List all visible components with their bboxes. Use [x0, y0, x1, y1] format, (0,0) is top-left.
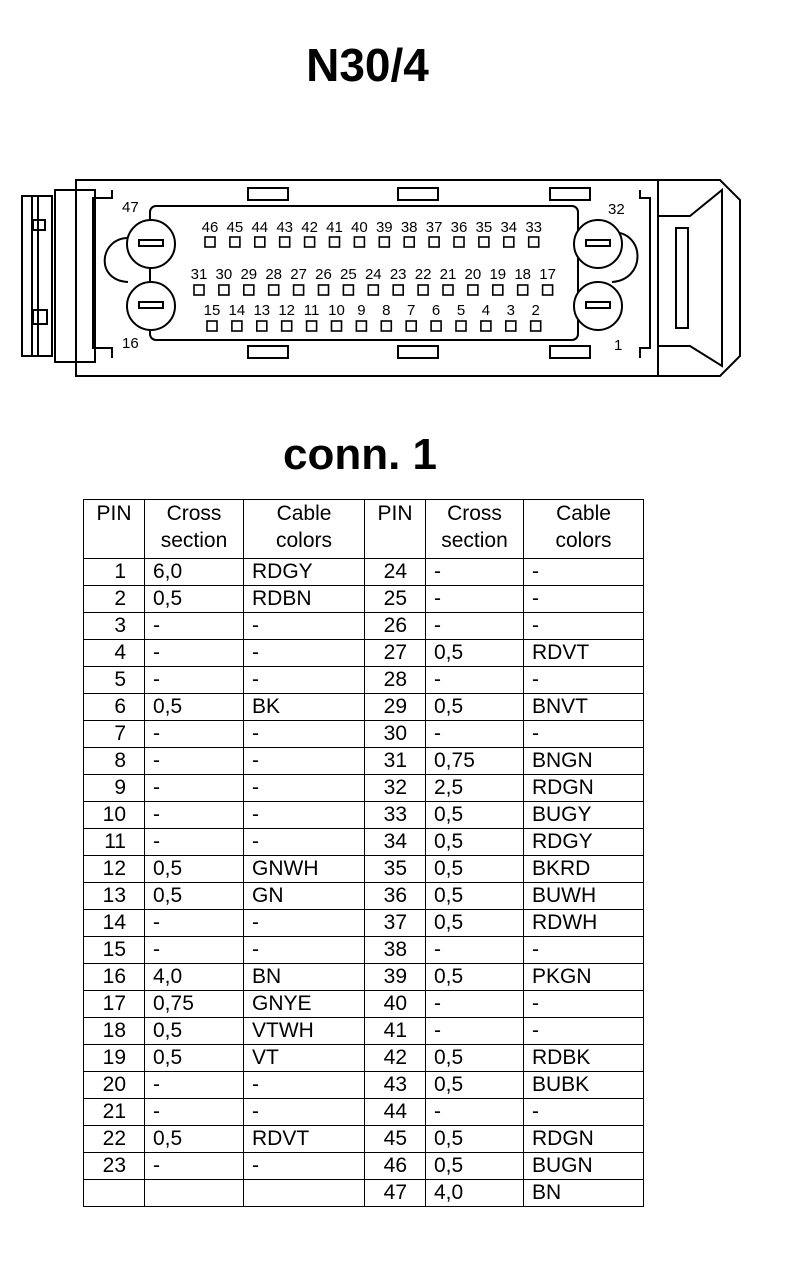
pin-number: 25: [365, 586, 426, 613]
pin-socket-icon: [381, 321, 391, 331]
pin-number: 41: [365, 1018, 426, 1045]
pin-socket-icon: [269, 285, 279, 295]
cable-color: -: [244, 775, 365, 802]
cable-color: VTWH: [244, 1018, 365, 1045]
pin-number: 10: [84, 802, 145, 829]
cable-color: VT: [244, 1045, 365, 1072]
cross-section: -: [426, 559, 524, 586]
cross-section: 4,0: [145, 964, 244, 991]
pin-number: 9: [84, 775, 145, 802]
pin-label: 23: [389, 266, 407, 283]
pin-table: [83, 499, 644, 1207]
pin-socket-icon: [255, 237, 265, 247]
pin-number: 24: [365, 559, 426, 586]
cross-section: 0,5: [426, 829, 524, 856]
cross-section: 0,5: [145, 1018, 244, 1045]
table-row: [84, 1018, 644, 1045]
screw-icon: [574, 220, 622, 268]
cable-color: -: [524, 1099, 644, 1126]
pin-number: 3: [84, 613, 145, 640]
table-row: [84, 613, 644, 640]
cable-color: GN: [244, 883, 365, 910]
cross-section: 0,5: [426, 694, 524, 721]
cable-color: -: [244, 910, 365, 937]
table-row: [84, 748, 644, 775]
pin-label: 24: [364, 266, 382, 283]
pin-number: [84, 1180, 145, 1207]
cable-color: BN: [244, 964, 365, 991]
cross-section: 0,5: [145, 694, 244, 721]
screw-icon: [127, 282, 175, 330]
cable-color: GNYE: [244, 991, 365, 1018]
pin-socket-icon: [493, 285, 503, 295]
pin-number: 22: [84, 1126, 145, 1153]
table-row: [84, 1153, 644, 1180]
pin-label: 8: [382, 302, 391, 319]
pin-number: 17: [84, 991, 145, 1018]
table-row: [84, 802, 644, 829]
cross-section: 0,75: [145, 991, 244, 1018]
pin-socket-icon: [418, 285, 428, 295]
pin-number: 29: [365, 694, 426, 721]
cross-section: -: [145, 802, 244, 829]
pin-socket-icon: [393, 285, 403, 295]
pin-label: 22: [414, 266, 432, 283]
cross-section: -: [145, 640, 244, 667]
pin-number: 43: [365, 1072, 426, 1099]
cross-section: 0,5: [426, 1126, 524, 1153]
pin-label: 29: [240, 266, 258, 283]
connector-title: conn. 1: [282, 430, 438, 479]
cross-section: 6,0: [145, 559, 244, 586]
table-row: [84, 910, 644, 937]
cable-color: -: [524, 586, 644, 613]
cross-section: -: [145, 910, 244, 937]
cross-section: -: [426, 1018, 524, 1045]
pin-label: 30: [215, 266, 233, 283]
pin-label: 11: [303, 302, 320, 319]
pin-label: 40: [351, 219, 368, 236]
pin-socket-icon: [481, 321, 491, 331]
cross-section: 0,5: [145, 1045, 244, 1072]
pin-socket-icon: [518, 285, 528, 295]
table-row: [84, 775, 644, 802]
cable-color: RDVT: [244, 1126, 365, 1153]
pin-number: 40: [365, 991, 426, 1018]
pin-socket-icon: [307, 321, 317, 331]
cross-section: -: [426, 937, 524, 964]
pin-number: 15: [84, 937, 145, 964]
pin-number: 39: [365, 964, 426, 991]
pin-label: 10: [328, 302, 345, 319]
pin-socket-icon: [319, 285, 329, 295]
cross-section: 0,5: [426, 883, 524, 910]
screw-icon: [127, 220, 175, 268]
cable-color: RDGY: [524, 829, 644, 856]
pin-label: 21: [439, 266, 457, 283]
cross-section: 0,5: [426, 640, 524, 667]
cable-color: -: [244, 1099, 365, 1126]
cross-section: 0,5: [426, 802, 524, 829]
pin-number: 32: [365, 775, 426, 802]
cable-color: [244, 1180, 365, 1207]
pin-number: 19: [84, 1045, 145, 1072]
pin-label: 44: [251, 219, 269, 236]
pin-socket-icon: [332, 321, 342, 331]
cable-color: RDVT: [524, 640, 644, 667]
corner-label: 16: [122, 335, 139, 352]
pin-label: 36: [450, 219, 468, 236]
pin-label: 39: [375, 219, 393, 236]
pin-socket-icon: [354, 237, 364, 247]
pin-label: 15: [203, 302, 221, 319]
cross-section: -: [145, 1099, 244, 1126]
pin-socket-icon: [294, 285, 304, 295]
header-cable-colors: Cable colors: [244, 500, 365, 559]
cross-section: 0,5: [426, 856, 524, 883]
cable-color: -: [524, 937, 644, 964]
table-row: [84, 586, 644, 613]
pin-socket-icon: [529, 237, 539, 247]
cable-color: GNWH: [244, 856, 365, 883]
pin-socket-icon: [330, 237, 340, 247]
pin-number: 34: [365, 829, 426, 856]
pin-label: 42: [301, 219, 318, 236]
pin-socket-icon: [429, 237, 439, 247]
cross-section: [145, 1180, 244, 1207]
pin-socket-icon: [443, 285, 453, 295]
pin-number: 36: [365, 883, 426, 910]
cable-color: -: [244, 748, 365, 775]
pin-number: 23: [84, 1153, 145, 1180]
cable-color: -: [244, 829, 365, 856]
pin-label: 37: [425, 219, 443, 236]
cable-color: -: [524, 991, 644, 1018]
pin-socket-icon: [207, 321, 217, 331]
cable-color: BUGN: [524, 1153, 644, 1180]
pin-socket-icon: [456, 321, 466, 331]
pin-number: 1: [84, 559, 145, 586]
cross-section: -: [426, 613, 524, 640]
cross-section: -: [145, 1072, 244, 1099]
cross-section: 0,5: [426, 1153, 524, 1180]
pin-number: 27: [365, 640, 426, 667]
pin-socket-icon: [230, 237, 240, 247]
cable-color: BUGY: [524, 802, 644, 829]
table-row: [84, 991, 644, 1018]
pin-label: 33: [525, 219, 543, 236]
pin-label: 17: [539, 266, 556, 283]
pin-number: 21: [84, 1099, 145, 1126]
pin-socket-icon: [356, 321, 366, 331]
header-cross-section: Cross section: [145, 500, 244, 559]
pin-socket-icon: [280, 237, 290, 247]
table-row: [84, 667, 644, 694]
table-row: [84, 856, 644, 883]
cable-color: BUWH: [524, 883, 644, 910]
pin-label: 46: [201, 219, 219, 236]
pin-socket-icon: [431, 321, 441, 331]
cross-section: 0,5: [426, 1045, 524, 1072]
pin-number: 26: [365, 613, 426, 640]
pin-label: 6: [431, 302, 441, 319]
cable-color: -: [244, 937, 365, 964]
table-row: [84, 883, 644, 910]
pin-label: 43: [276, 219, 294, 236]
pin-socket-icon: [531, 321, 541, 331]
pin-label: 4: [481, 302, 491, 319]
cable-color: BKRD: [524, 856, 644, 883]
cross-section: -: [145, 937, 244, 964]
table-row: [84, 694, 644, 721]
pin-socket-icon: [368, 285, 378, 295]
pin-number: 5: [84, 667, 145, 694]
page-title: N30/4: [306, 39, 429, 91]
cable-color: BUBK: [524, 1072, 644, 1099]
cable-color: RDBN: [244, 586, 365, 613]
pin-socket-icon: [404, 237, 414, 247]
cross-section: -: [145, 613, 244, 640]
cable-color: -: [244, 667, 365, 694]
cable-color: -: [244, 802, 365, 829]
pin-socket-icon: [468, 285, 478, 295]
pin-socket-icon: [506, 321, 516, 331]
pin-rows: [191, 219, 556, 331]
pin-number: 44: [365, 1099, 426, 1126]
cable-color: BNGN: [524, 748, 644, 775]
cross-section: -: [426, 721, 524, 748]
pin-socket-icon: [305, 237, 315, 247]
cable-color: BNVT: [524, 694, 644, 721]
pin-label: 19: [489, 266, 507, 283]
pin-label: 25: [340, 266, 357, 283]
cable-color: RDGN: [524, 1126, 644, 1153]
table-row: [84, 1126, 644, 1153]
pin-label: 5: [456, 302, 466, 319]
cross-section: 0,5: [145, 856, 244, 883]
cross-section: -: [426, 667, 524, 694]
cable-color: -: [244, 1153, 365, 1180]
cable-color: -: [524, 559, 644, 586]
pin-number: 13: [84, 883, 145, 910]
cross-section: -: [145, 1153, 244, 1180]
header-cable-colors: Cable colors: [524, 500, 644, 559]
pin-label: 31: [190, 266, 208, 283]
pin-number: 38: [365, 937, 426, 964]
pin-label: 34: [500, 219, 518, 236]
table-row: [84, 721, 644, 748]
cross-section: -: [426, 1099, 524, 1126]
pin-number: 47: [365, 1180, 426, 1207]
pin-number: 16: [84, 964, 145, 991]
pin-socket-icon: [219, 285, 229, 295]
corner-label: 1: [614, 337, 623, 354]
cross-section: 0,5: [426, 964, 524, 991]
pin-number: 35: [365, 856, 426, 883]
pin-label: 26: [315, 266, 332, 283]
cross-section: 0,75: [426, 748, 524, 775]
cable-color: PKGN: [524, 964, 644, 991]
pin-label: 20: [464, 266, 482, 283]
cross-section: -: [426, 586, 524, 613]
pin-number: 18: [84, 1018, 145, 1045]
cross-section: -: [145, 829, 244, 856]
pin-socket-icon: [194, 285, 204, 295]
cable-color: -: [524, 613, 644, 640]
cable-color: -: [524, 667, 644, 694]
pin-number: 46: [365, 1153, 426, 1180]
pin-socket-icon: [282, 321, 292, 331]
pin-label: 27: [290, 266, 307, 283]
pin-socket-icon: [244, 285, 254, 295]
pin-label: 9: [357, 302, 366, 319]
pin-number: 4: [84, 640, 145, 667]
pin-socket-icon: [479, 237, 489, 247]
table-row: [84, 829, 644, 856]
pin-number: 11: [84, 829, 145, 856]
table-row: [84, 1099, 644, 1126]
pin-label: 45: [226, 219, 244, 236]
cross-section: 2,5: [426, 775, 524, 802]
pin-label: 38: [400, 219, 418, 236]
cable-color: -: [244, 613, 365, 640]
cross-section: 4,0: [426, 1180, 524, 1207]
pin-socket-icon: [232, 321, 242, 331]
cable-color: -: [524, 1018, 644, 1045]
pin-label: 7: [407, 302, 416, 319]
pin-number: 8: [84, 748, 145, 775]
pin-label: 3: [506, 302, 515, 319]
pin-label: 35: [475, 219, 493, 236]
table-row: [84, 964, 644, 991]
pin-socket-icon: [454, 237, 464, 247]
cross-section: 0,5: [145, 586, 244, 613]
cross-section: -: [426, 991, 524, 1018]
pin-label: 2: [531, 302, 540, 319]
pin-label: 28: [265, 266, 283, 283]
cross-section: -: [145, 748, 244, 775]
table-row: [84, 1045, 644, 1072]
pin-socket-icon: [205, 237, 215, 247]
pin-socket-icon: [257, 321, 267, 331]
pin-number: 30: [365, 721, 426, 748]
cable-color: -: [244, 721, 365, 748]
table-row: [84, 1072, 644, 1099]
pin-socket-icon: [343, 285, 353, 295]
cross-section: 0,5: [145, 1126, 244, 1153]
pin-number: 7: [84, 721, 145, 748]
header-cross-section: Cross section: [426, 500, 524, 559]
cross-section: 0,5: [426, 910, 524, 937]
cable-color: -: [244, 640, 365, 667]
screw-icon: [574, 282, 622, 330]
cross-section: 0,5: [145, 883, 244, 910]
pin-number: 42: [365, 1045, 426, 1072]
pin-number: 45: [365, 1126, 426, 1153]
pin-number: 28: [365, 667, 426, 694]
pin-socket-icon: [543, 285, 553, 295]
pin-number: 6: [84, 694, 145, 721]
pin-label: 41: [326, 219, 343, 236]
cross-section: -: [145, 667, 244, 694]
pin-label: 14: [228, 302, 246, 319]
cable-color: BK: [244, 694, 365, 721]
table-row: [84, 937, 644, 964]
corner-label: 32: [608, 201, 625, 218]
pin-number: 20: [84, 1072, 145, 1099]
cross-section: 0,5: [426, 1072, 524, 1099]
pin-socket-icon: [406, 321, 416, 331]
table-row: [84, 640, 644, 667]
cable-color: RDGY: [244, 559, 365, 586]
table-row: [84, 559, 644, 586]
pin-number: 12: [84, 856, 145, 883]
connector-diagram: [0, 170, 760, 400]
pin-socket-icon: [504, 237, 514, 247]
table-header-row: [84, 500, 644, 559]
cable-color: -: [524, 721, 644, 748]
cross-section: -: [145, 721, 244, 748]
pin-label: 12: [278, 302, 296, 319]
pin-label: 18: [514, 266, 532, 283]
pin-number: 31: [365, 748, 426, 775]
table-row: [84, 1180, 644, 1207]
header-pin: PIN: [84, 500, 145, 559]
corner-label: 47: [122, 199, 139, 216]
pin-number: 37: [365, 910, 426, 937]
header-pin: PIN: [365, 500, 426, 559]
pin-label: 13: [253, 302, 271, 319]
pin-number: 14: [84, 910, 145, 937]
cable-color: RDGN: [524, 775, 644, 802]
cable-color: BN: [524, 1180, 644, 1207]
pin-socket-icon: [379, 237, 389, 247]
pin-number: 2: [84, 586, 145, 613]
cable-color: RDBK: [524, 1045, 644, 1072]
cable-color: -: [244, 1072, 365, 1099]
pin-number: 33: [365, 802, 426, 829]
cable-color: RDWH: [524, 910, 644, 937]
cross-section: -: [145, 775, 244, 802]
